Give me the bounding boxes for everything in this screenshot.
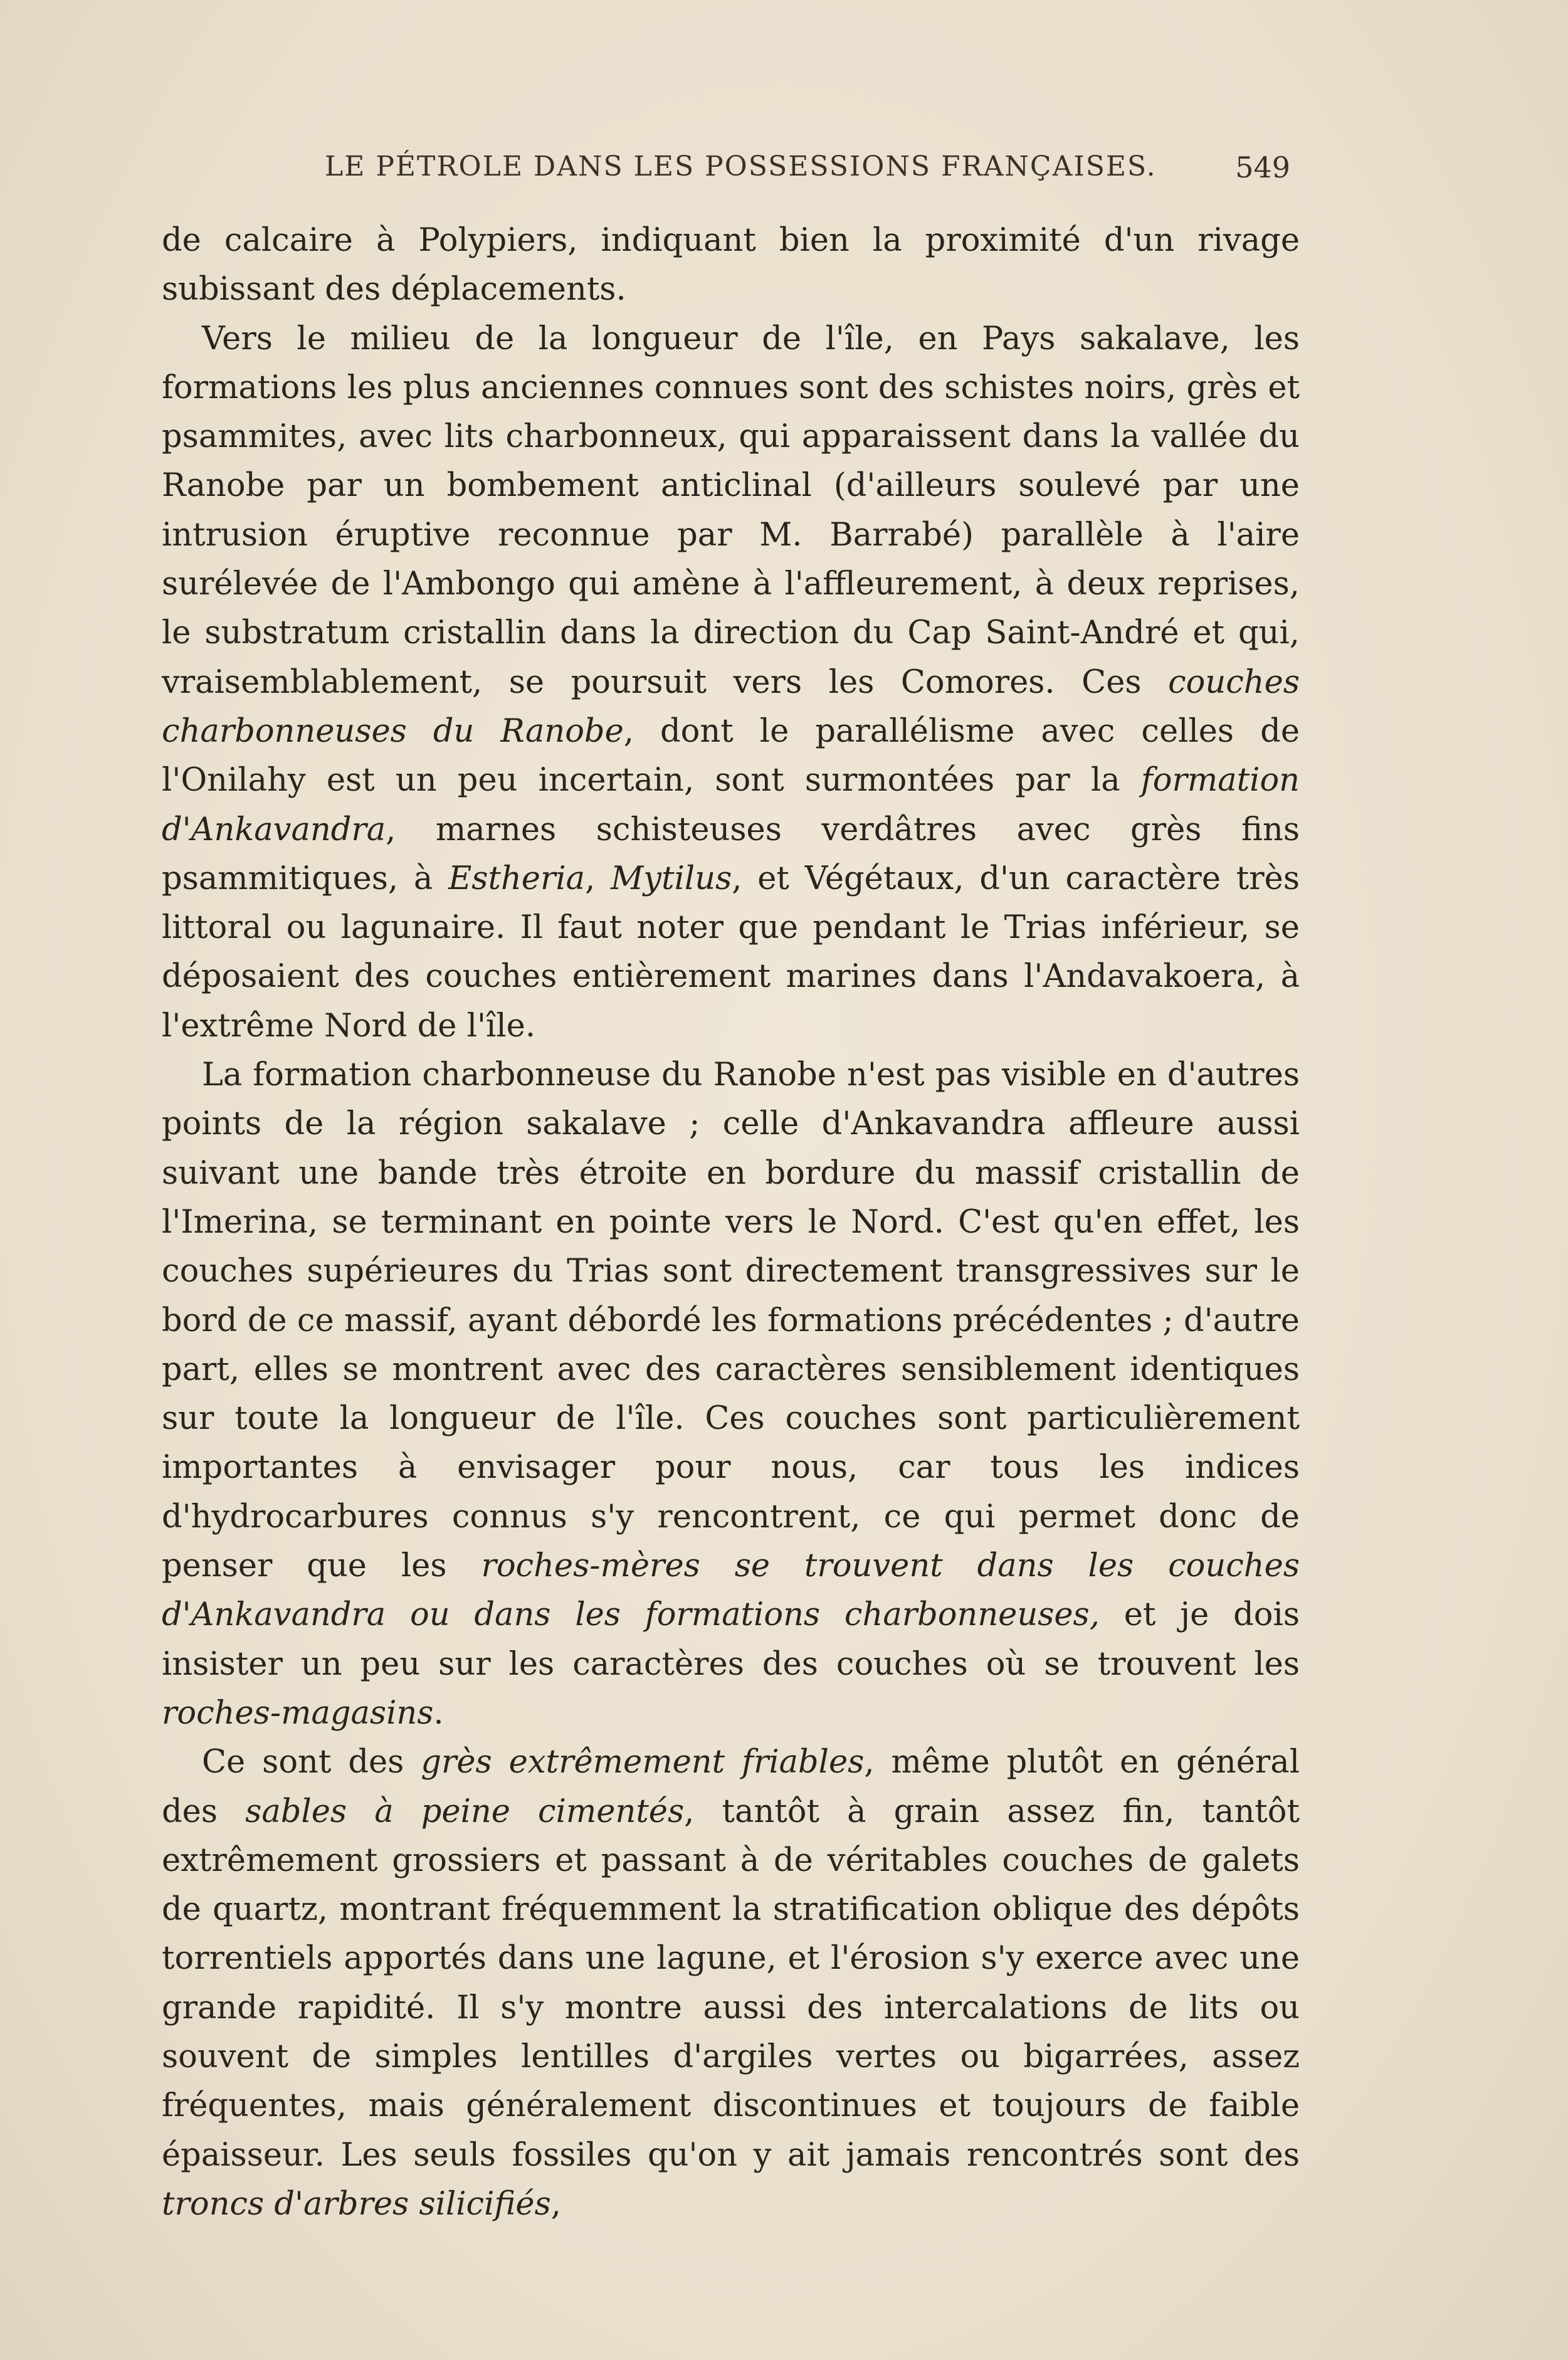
- paragraph: [162, 216, 1300, 315]
- italic-text: grès extrêmement friables: [421, 1744, 865, 1781]
- italic-text: formation d'Ankavandra: [162, 762, 1300, 848]
- paragraph: [162, 1051, 1300, 1738]
- text-run: , même plutôt en général des: [162, 1744, 1300, 1830]
- italic-text: roches-mères se trouvent dans les couches d'Ankavandra ou dans les formations charbonneuses,: [162, 1547, 1300, 1634]
- running-title: LE PÉTROLE DANS LES POSSESSIONS FRANÇAISES.: [325, 150, 1157, 182]
- text-run: et je dois insister un peu sur les caractères des couches où se trouvent les: [162, 1596, 1300, 1683]
- italic-text: Estheria: [448, 860, 586, 897]
- text-run: Vers le milieu de la longueur de l'île, en Pays sakalave, les formations les plus anciennes connues sont des schistes noirs, grès et psammites, avec lits charbonneux, qui apparaissent dans la vallée du Ranobe par un bombement anticlinal (d'ailleurs soulevé par une intrusion éruptive reconnue par M. Barrabé) parallèle à l'aire surélevée de l'Ambongo qui amène à l'affleurement, à deux reprises, le substratum cristallin dans la direction du Cap Saint-André et qui, vraisemblablement, se poursuit vers les Comores. Ces: [162, 320, 1300, 701]
- page-header: [162, 150, 1290, 194]
- page-number: 549: [1235, 150, 1290, 184]
- paragraph: [162, 315, 1300, 1051]
- text-run: .: [433, 1694, 444, 1732]
- italic-text: couches charbonneuses du Ranobe: [162, 663, 1300, 750]
- italic-text: sables à peine cimentés: [245, 1793, 685, 1830]
- text-run: ,: [550, 2185, 561, 2223]
- text-run: , dont le parallélisme avec celles de l'Onilahy est un peu incertain, sont surmontées par la: [162, 712, 1300, 799]
- paragraph: [162, 1738, 1300, 2229]
- text-run: de calcaire à Polypiers, indiquant bien la proximité d'un rivage subissant des déplacements.: [162, 222, 1300, 308]
- italic-text: Mytilus: [611, 860, 732, 897]
- italic-text: roches-magasins: [162, 1694, 434, 1732]
- text-run: ,: [585, 860, 611, 897]
- text-run: La formation charbonneuse du Ranobe n'est pas visible en d'autres points de la région sakalave ; celle d'Ankavandra affleure aussi suivant une bande très étroite en bordure du massif cristallin de l'Imerina, se terminant en pointe vers le Nord. C'est qu'en effet, les couches supérieures du Trias sont directement transgressives sur le bord de ce massif, ayant débordé les formations précédentes ; d'autre part, elles se montrent avec des caractères sensiblement identiques sur toute la longueur de l'île. Ces couches sont particulièrement importantes à envisager pour nous, car tous les indices d'hydrocarbures connus s'y rencontrent, ce qui permet donc de penser que les: [162, 1056, 1300, 1585]
- body-text: [162, 216, 1300, 2229]
- text-run: , marnes schisteuses verdâtres avec grès fins psammitiques, à: [162, 811, 1300, 897]
- italic-text: troncs d'arbres silicifiés: [162, 2185, 551, 2223]
- text-run: , tantôt à grain assez fin, tantôt extrêmement grossiers et passant à de véritables couches de galets de quartz, montrant fréquemment la stratification oblique des dépôts torrentiels apportés dans une lagune, et l'érosion s'y exerce avec une grande rapidité. Il s'y montre aussi des intercalations de lits ou souvent de simples lentilles d'argiles vertes ou bigarrées, assez fréquentes, mais généralement discontinues et toujours de faible épaisseur. Les seuls fossiles qu'on y ait jamais rencontrés sont des: [162, 1793, 1300, 2174]
- text-run: , et Végétaux, d'un caractère très littoral ou lagunaire. Il faut noter que pendant le Trias inférieur, se déposaient des couches entièrement marines dans l'Andavakoera, à l'extrême Nord de l'île.: [162, 860, 1300, 1045]
- text-run: Ce sont des: [202, 1744, 421, 1781]
